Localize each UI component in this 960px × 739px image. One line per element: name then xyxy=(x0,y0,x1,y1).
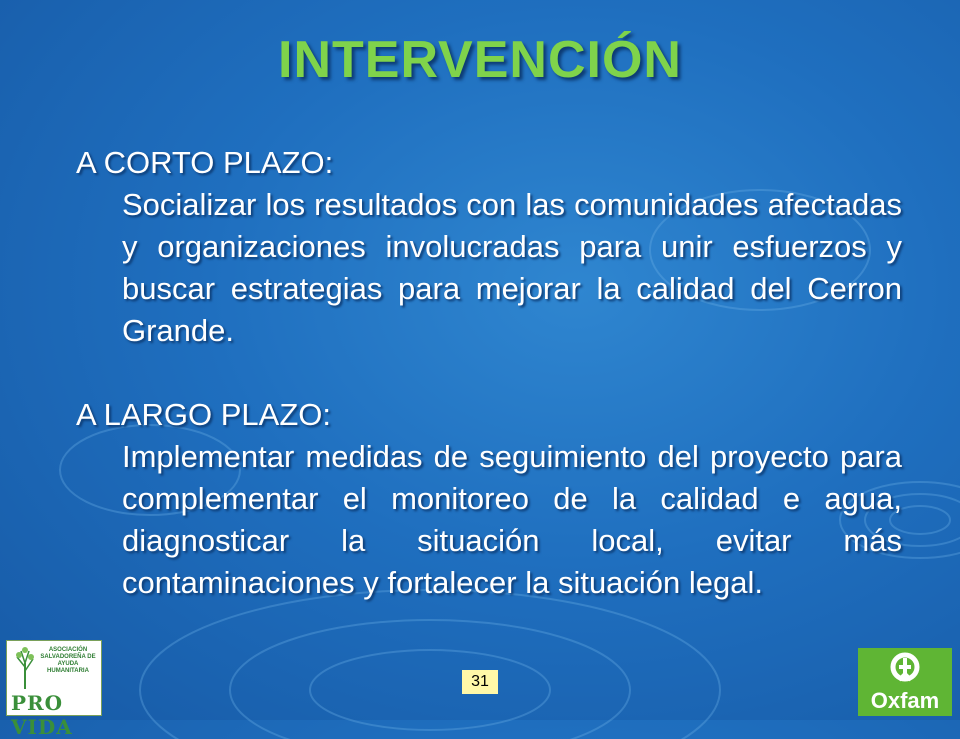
slide-number: 31 xyxy=(462,670,498,694)
oxfam-logo xyxy=(858,648,952,716)
oxfam-mark-icon xyxy=(890,652,920,686)
tree-icon xyxy=(13,645,37,691)
section-long-term xyxy=(76,394,926,604)
section-heading: A LARGO PLAZO: xyxy=(76,397,331,432)
section-text: Socializar los resultados con las comunidades afectadas y organizaciones involucradas para unir esfuerzos y buscar estrategias para mejorar la calidad del Cerron Grande. xyxy=(122,187,902,348)
slide-title: INTERVENCIÓN xyxy=(278,31,682,89)
oxfam-word: Oxfam xyxy=(870,688,940,713)
provida-text: ASOCIACIÓN SALVADOREÑA DE AYUDA HUMANITARIA xyxy=(40,647,96,674)
provida-word: PRO VIDA xyxy=(11,691,73,739)
section-heading: A CORTO PLAZO: xyxy=(76,145,334,180)
section-short-term xyxy=(76,142,926,352)
provida-logo xyxy=(6,640,102,739)
section-text: Implementar medidas de seguimiento del proyecto para complementar el monitoreo de la calidad e agua, diagnosticar la situación local, evitar más contaminaciones y fortalecer la situación legal. xyxy=(122,439,902,600)
